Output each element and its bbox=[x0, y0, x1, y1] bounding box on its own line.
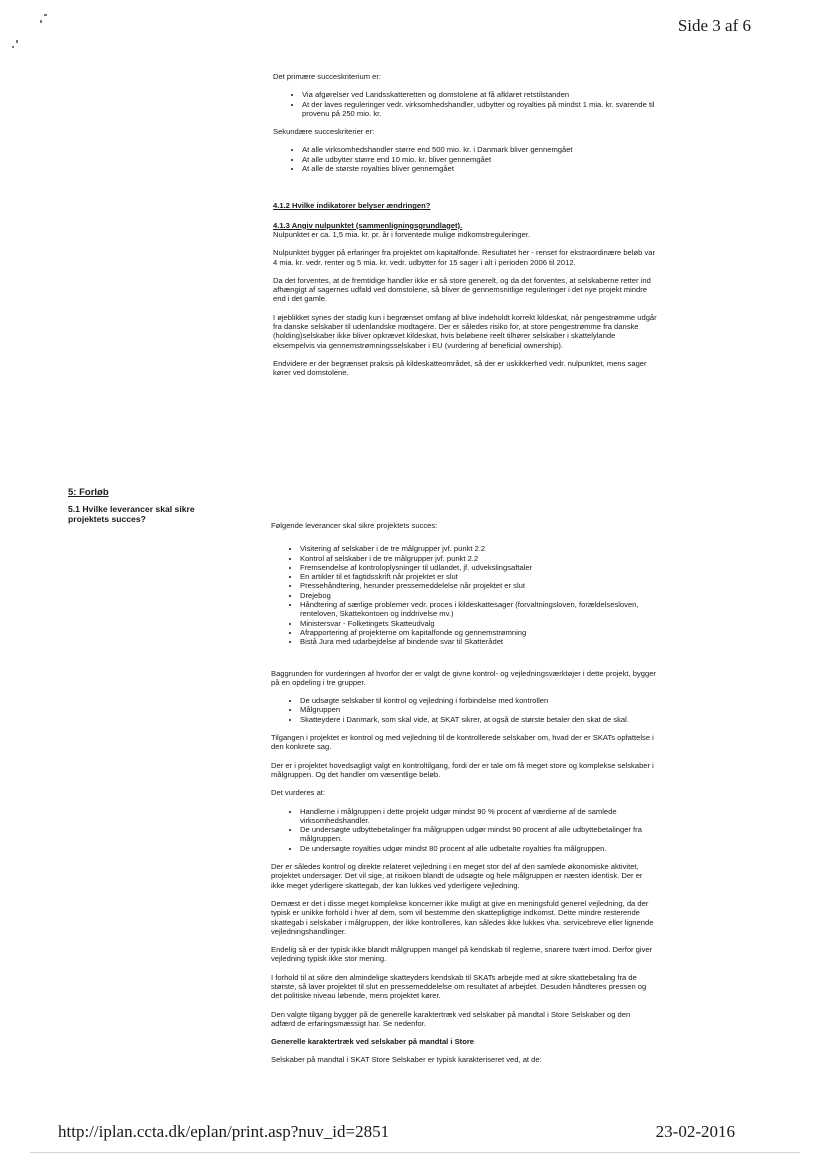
list-item: • De undersøgte royalties udgør mindst 80 procent af alle udbetalte royalties fra målgruppen. bbox=[300, 844, 656, 853]
subheading: Generelle karaktertræk ved selskaber på mandtal i Store bbox=[271, 1037, 475, 1047]
list-item: • Ministersvar - Folketingets Skatteudvalg bbox=[300, 619, 656, 628]
paragraph: Tilgangen i projektet er kontrol og med vejledning til de kontrollerede selskaber om, hvad der er SKATs opfattelse i den konkrete sag. bbox=[271, 733, 654, 752]
deliverables-block bbox=[271, 521, 656, 1074]
footer-url: http://iplan.ccta.dk/eplan/print.asp?nuv_id=2851 bbox=[58, 1122, 390, 1141]
list-item: • Via afgørelser ved Landsskatteretten og domstolene at få afklaret retstilstanden bbox=[302, 90, 658, 99]
primary-intro: Det primære succeskriterium er: bbox=[273, 72, 382, 81]
list-item: • De udsøgte selskaber til kontrol og vejledning i forbindelse med kontrollen bbox=[300, 696, 656, 705]
list-item: • Målgruppen bbox=[300, 705, 656, 714]
assessed-intro: Det vurderes at: bbox=[271, 788, 326, 798]
paragraph: I forhold til at sikre den almindelige skatteyders kendskab til SKATs arbejde med at sikre skattebetaling fra de største, så laver projektet til slut en pressemeddelelse om resultatet af arbejdet. Desuden håndteres pressen og det politiske niveau løbende, mens projektet kører. bbox=[271, 972, 647, 1001]
scan-mark bbox=[16, 40, 18, 43]
list-item: • Visitering af selskaber i de tre målgrupper jvf. punkt 2.2 bbox=[300, 544, 656, 553]
paragraph: Da det forventes, at de fremtidige handler ikke er så store generelt, og da det forventes, at selskaberne retter ind afhængigt af sagernes udfald ved domstolene, så bliver de gennemsnitlige reguleringer i det nye projekt mindre end i det gamle. bbox=[273, 275, 651, 304]
paragraph: Nulpunktet bygger på erfaringer fra projektet om kapitalfonde. Resultatet her - renset for ekstraordinære beløb var 4 mia. kr. vedr. renter og 5 mia. kr. vedr. udbytter for 15 sager i alt i perioden 2006 til 2012. bbox=[273, 248, 655, 267]
list-item: • At alle virksomhedshandler større end 500 mio. kr. i Danmark bliver gennemgået bbox=[302, 145, 658, 154]
section-question: 5.1 Hvilke leverancer skal sikre projektets succes? bbox=[68, 504, 195, 524]
paragraph: I øjeblikket synes der stadig kun i begrænset omfang af blive indeholdt korrekt kildeskat, når pengestrømme udgår fra danske selskaber til udenlandske modtagere. Der er således risiko for, at store pengestrømme fra danske (holding)selskaber ikke bliver opkrævet kildeskat, hvis beløbene reelt tilhører selskaber i skattelylande eksempelvis via gennemstrømningsselskaber i EU (vurdering af beneficial ownership). bbox=[273, 312, 657, 350]
scan-mark bbox=[44, 14, 47, 16]
list-item: • At der laves reguleringer vedr. virksomhedshandler, udbytter og royalties på mindst 1 mia. kr. svarende til provenu på 250 mio. kr. bbox=[302, 100, 658, 119]
success-criteria-block bbox=[273, 72, 658, 387]
page-number: Side 3 af 6 bbox=[677, 16, 751, 35]
paragraph: Endelig så er der typisk ikke blandt målgruppen mangel på kendskab til reglerne, snarere tvært imod. Derfor giver vejledning typisk ikke stor mening. bbox=[271, 945, 653, 964]
list-item: • Fremsendelse af kontroloplysninger til udlandet, jf. udvekslingsaftaler bbox=[300, 563, 656, 572]
secondary-list bbox=[273, 145, 658, 173]
list-item: • En artikler til et fagtidsskrift når projektet er slut bbox=[300, 572, 656, 581]
paragraph: Endvidere er der begrænset praksis på kildeskatteområdet, så der er uskikkerhed vedr. nulpunktet, mens sager kører ved domstolene. bbox=[273, 358, 647, 378]
list-item: • Håndtering af særlige problemer vedr. proces i kildeskattesager (forvaltningsloven, forældelsesloven, renteloven, Skattekontoen og inddrivelse mv.) bbox=[300, 600, 656, 619]
paragraph: Der er således kontrol og direkte relateret vejledning i en meget stor del af den samlede økonomiske aktivitet, projektet undersøger. Det vil sige, at risikoen blandt de udsøgte og hele målgruppen er næsten identisk. Der er ikke meget yderligere skattegab, der kan lukkes ved yderligere vejledning. bbox=[271, 862, 643, 890]
secondary-intro: Sekundære succeskriterier er: bbox=[273, 127, 375, 137]
list-item: • Pressehåndtering, herunder pressemeddelelse når projektet er slut bbox=[300, 581, 656, 590]
paragraph: Nulpunktet er ca. 1,5 mia. kr. pr. år i forventede mulige indkomstreguleringer. bbox=[273, 229, 531, 239]
deliverables-intro: Følgende leverancer skal sikre projektets succes: bbox=[271, 521, 438, 530]
list-item: • Afrapportering af projekterne om kapitalfonde og gennemstrømning bbox=[300, 628, 656, 637]
section-title: 5: Forløb bbox=[68, 487, 109, 498]
list-item: • De undersøgte udbyttebetalinger fra målgruppen udgør mindst 90 procent af alle udbyttebetalinger fra målgruppen. bbox=[300, 825, 656, 844]
heading-4-1-3: 4.1.3 Angiv nulpunktet (sammenligningsgrundlaget). bbox=[273, 220, 463, 230]
scan-mark bbox=[40, 20, 42, 23]
list-item: • Bistå Jura med udarbejdelse af bindende svar til Skatterådet bbox=[300, 637, 656, 646]
list-item: • At alle de største royalties bliver gennemgået bbox=[302, 164, 658, 173]
paragraph: Den valgte tilgang bygger på de generelle karaktertræk ved selskaber på mandtal i Store Selskaber og den adfærd de erfaringsmæssigt har. Se nedenfor. bbox=[271, 1009, 631, 1028]
list-item: • Skatteydere i Danmark, som skal vide, at SKAT sikrer, at også de største betaler den skat de skal. bbox=[300, 715, 656, 724]
primary-list bbox=[273, 90, 658, 118]
footer-date: 23-02-2016 bbox=[655, 1122, 735, 1141]
assessed-list bbox=[271, 807, 656, 853]
list-item: • At alle udbytter større end 10 mio. kr. bliver gennemgået bbox=[302, 155, 658, 164]
heading-4-1-2: 4.1.2 Hvilke indikatorer belyser ændringen? bbox=[273, 201, 431, 211]
list-item: • Kontrol af selskaber i de tre målgrupper jvf. punkt 2.2 bbox=[300, 554, 656, 563]
paragraph: Dernæst er det i disse meget komplekse koncerner ikke muligt at give en meningsfuld generel vejledning, da der typisk er unikke forhold i hver af dem, som vil bestemme den skattepligtige indkomst. Dette mindre resterende skattegab i selskaber i målgruppen, der ikke kontrolleres, kan således ikke lukkes vha. servicebreve eller lignende vejledningshandlinger. bbox=[271, 898, 654, 936]
background-intro: Baggrunden for vurderingen af hvorfor der er valgt de givne kontrol- og vejledningsværktøjer i dette projekt, bygger på en opdeling i tre grupper. bbox=[271, 668, 656, 687]
deliverables-list bbox=[271, 544, 656, 646]
bottom-divider bbox=[30, 1152, 800, 1153]
groups-list bbox=[271, 696, 656, 724]
list-item: • Drejebog bbox=[300, 591, 656, 600]
paragraph: Der er i projektet hovedsagligt valgt en kontroltilgang, fordi der er tale om få meget store og komplekse selskaber i målgruppen. Og det handler om væsentlige beløb. bbox=[271, 760, 654, 779]
list-item: • Handlerne i målgruppen i dette projekt udgør mindst 90 % procent af værdierne af de samlede virksomhedshandler. bbox=[300, 807, 656, 826]
paragraph: Selskaber på mandtal i SKAT Store Selskaber er typisk karakteriseret ved, at de: bbox=[271, 1055, 542, 1065]
scan-mark bbox=[12, 46, 14, 48]
